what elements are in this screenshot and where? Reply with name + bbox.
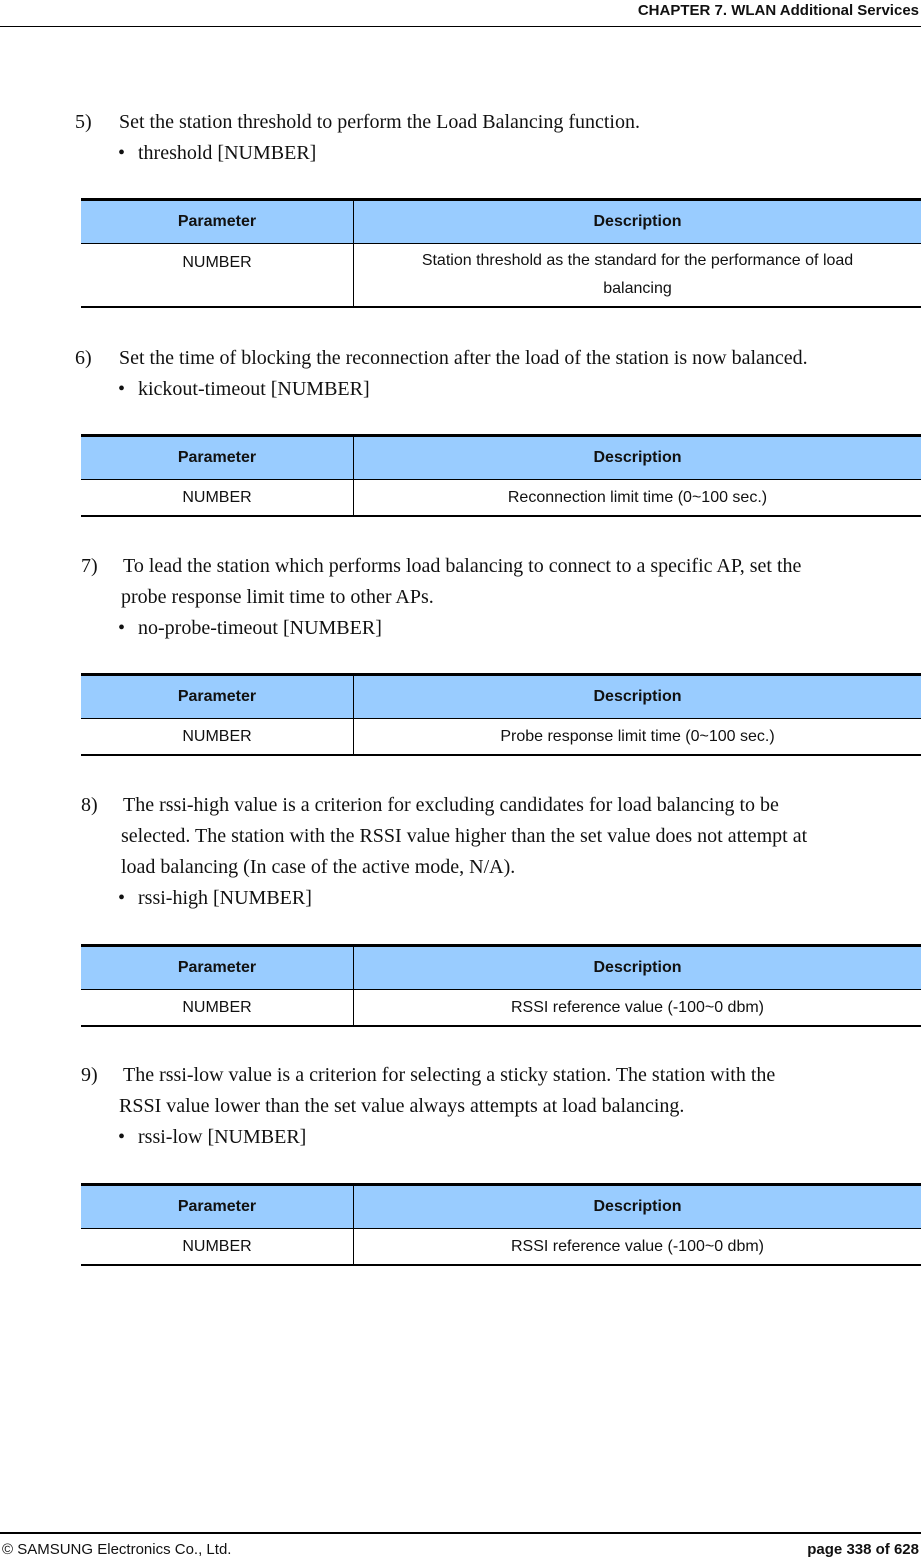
cell-description: Probe response limit time (0~100 sec.) [500, 727, 775, 745]
cell-parameter: NUMBER [81, 244, 354, 308]
step-text-line: Set the time of blocking the reconnection after the load of the station is now balanced. [119, 347, 808, 369]
step-text-line: RSSI value lower than the set value always attempts at load balancing. [119, 1095, 685, 1117]
command-text: rssi-high [NUMBER] [138, 887, 312, 909]
header-description: Description [354, 675, 921, 719]
step-text-line: probe response limit time to other APs. [121, 586, 434, 608]
cell-parameter: NUMBER [81, 1229, 354, 1266]
parameter-table [81, 1183, 921, 1266]
description-line: balancing [603, 280, 672, 297]
command-text: threshold [NUMBER] [138, 142, 317, 164]
command-text: no-probe-timeout [NUMBER] [138, 617, 382, 639]
footer-divider [0, 1532, 921, 1534]
cell-parameter: NUMBER [81, 480, 354, 517]
command-line [118, 139, 316, 167]
command-text: kickout-timeout [NUMBER] [138, 378, 370, 400]
copyright-text: © SAMSUNG Electronics Co., Ltd. [2, 1541, 232, 1558]
step-number: 7) [81, 555, 98, 577]
header-description: Description [354, 946, 921, 990]
header-divider [0, 26, 921, 27]
parameter-table [81, 198, 921, 308]
step-text-line: The rssi-high value is a criterion for excluding candidates for load balancing to be [123, 794, 779, 816]
table-row [81, 719, 921, 756]
chapter-title: CHAPTER 7. WLAN Additional Services [637, 2, 919, 19]
step-text-line: Set the station threshold to perform the Load Balancing function. [119, 111, 640, 133]
header-parameter: Parameter [81, 436, 354, 480]
step-text-line: The rssi-low value is a criterion for selecting a sticky station. The station with the [123, 1064, 776, 1086]
step-number: 8) [81, 794, 98, 816]
bullet-icon: • [118, 1126, 126, 1148]
table-header-row [81, 436, 921, 480]
command-line [118, 375, 370, 403]
page-number: page 338 of 628 [807, 1541, 919, 1558]
table-row [81, 1229, 921, 1266]
cell-description: RSSI reference value (-100~0 dbm) [510, 998, 764, 1016]
bullet-icon: • [118, 617, 126, 639]
description-line: Station threshold as the standard for the performance of load [421, 252, 854, 269]
cell-parameter: NUMBER [81, 719, 354, 756]
header-description: Description [354, 1185, 921, 1229]
bullet-icon: • [118, 142, 126, 164]
command-line [118, 614, 382, 642]
header-parameter: Parameter [81, 946, 354, 990]
table-header-row [81, 946, 921, 990]
table-header-row [81, 1185, 921, 1229]
command-line [118, 1123, 306, 1151]
table-row [81, 244, 921, 308]
step-text-line: load balancing (In case of the active mode, N/A). [121, 856, 516, 878]
bullet-icon: • [118, 887, 126, 909]
table-row [81, 480, 921, 517]
cell-description: RSSI reference value (-100~0 dbm) [510, 1237, 764, 1255]
command-text: rssi-low [NUMBER] [138, 1126, 307, 1148]
header-parameter: Parameter [81, 675, 354, 719]
table-header-row [81, 200, 921, 244]
table-header-row [81, 675, 921, 719]
step-number: 9) [81, 1064, 98, 1086]
parameter-table [81, 944, 921, 1027]
cell-parameter: NUMBER [81, 990, 354, 1027]
header-parameter: Parameter [81, 1185, 354, 1229]
header-description: Description [354, 200, 921, 244]
cell-description: Reconnection limit time (0~100 sec.) [507, 488, 768, 506]
step-number: 5) [75, 111, 92, 133]
cell-description [354, 244, 921, 308]
command-line [118, 884, 312, 912]
step-number: 6) [75, 347, 92, 369]
header-description: Description [354, 436, 921, 480]
parameter-table [81, 434, 921, 517]
bullet-icon: • [118, 378, 126, 400]
step-text-line: selected. The station with the RSSI value higher than the set value does not attempt at [121, 825, 808, 847]
step-text-line: To lead the station which performs load balancing to connect to a specific AP, set the [123, 555, 802, 577]
header-parameter: Parameter [81, 200, 354, 244]
table-row [81, 990, 921, 1027]
parameter-table [81, 673, 921, 756]
